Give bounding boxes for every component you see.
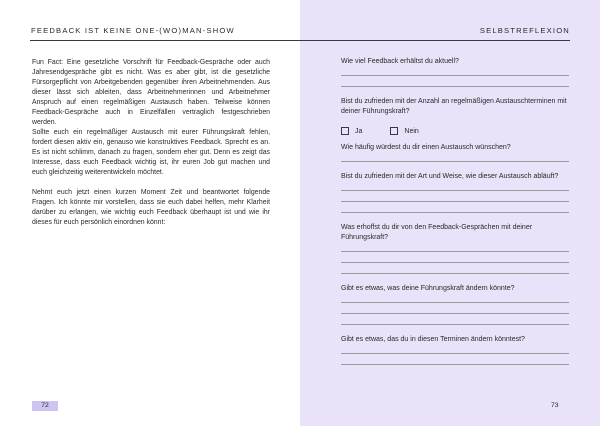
question-desired-frequency: Wie häufig würdest du dir einen Austausch wünschen? bbox=[341, 144, 511, 151]
paragraph-fun-fact: Fun Fact: Eine gesetzliche Vorschrift für Feedback-Gespräche oder auch Jahresendgespräche gibt es nicht. Was es aber gibt, ist die gesetzliche Fürsorgepflicht von Arbeitgebenden gegenüber ihren Arbeitnehmenden. Aus dieser lässt sich ableiten, dass Arbeitnehmerinnen und Arbeitnehmer Anspruch auf einen regelmäßigen Austausch haben. Teilweise können Feedback-Gespräche auch in Einzelfällen vertraglich festgeschrieben werden. bbox=[32, 59, 270, 126]
answer-line[interactable] bbox=[341, 161, 569, 162]
header-rule-left bbox=[30, 40, 300, 41]
body-text bbox=[32, 58, 270, 228]
answer-line[interactable] bbox=[341, 262, 569, 263]
answer-line[interactable] bbox=[341, 313, 569, 314]
option-yes[interactable] bbox=[341, 127, 362, 135]
yes-no-options bbox=[341, 126, 569, 136]
answer-line[interactable] bbox=[341, 273, 569, 274]
answer-line[interactable] bbox=[341, 201, 569, 202]
question-feedback-amount: Wie viel Feedback erhältst du aktuell? bbox=[341, 58, 459, 65]
answer-line[interactable] bbox=[341, 353, 569, 354]
header-rule-right bbox=[300, 40, 570, 41]
answer-line[interactable] bbox=[341, 302, 569, 303]
page-number-right: 73 bbox=[551, 402, 559, 409]
question-manager-changes: Gibt es etwas, was deine Führungskraft ändern könnte? bbox=[341, 285, 515, 292]
answer-line[interactable] bbox=[341, 212, 569, 213]
running-header-right: SELBSTREFLEXION bbox=[479, 26, 570, 35]
question-own-changes: Gibt es etwas, das du in diesen Terminen ändern könntest? bbox=[341, 336, 525, 343]
question-exchange-style: Bist du zufrieden mit der Art und Weise, wie dieser Austausch abläuft? bbox=[341, 173, 559, 180]
checkbox-no[interactable] bbox=[390, 127, 398, 135]
answer-line[interactable] bbox=[341, 364, 569, 365]
answer-line[interactable] bbox=[341, 324, 569, 325]
page-number-left: 72 bbox=[32, 401, 58, 411]
question-meeting-satisfaction: Bist du zufrieden mit der Anzahl an regelmäßigen Austauschterminen mit deiner Führungskraft? bbox=[341, 98, 567, 115]
answer-line[interactable] bbox=[341, 251, 569, 252]
option-yes-label: Ja bbox=[355, 127, 363, 135]
answer-line[interactable] bbox=[341, 86, 569, 87]
paragraph-questions-intro: Nehmt euch jetzt einen kurzen Moment Zeit und beantwortet folgende Fragen. Ich könnte mir vorstellen, dass sie euch dabei helfen, mehr Klarheit darüber zu erlangen, wie wichtig euch Feedback überhaupt ist und wie ihr dieses für euch persönlich einordnen könnt: bbox=[32, 189, 270, 226]
paragraph-exchange: Sollte euch ein regelmäßiger Austausch mit eurer Führungskraft fehlen, fordert diesen aktiv ein, genauso wie konstruktives Feedback. Sprecht es an. Es ist nicht schlimm, danach zu fragen, sondern eher gut. Denn es zeigt das Interesse, dass euch Feedback wichtig ist, ihr euren Job gut machen und euch gleichzeitig weiterentwickeln möchtet. bbox=[32, 129, 270, 176]
running-header-left: FEEDBACK IST KEINE ONE-(WO)MAN-SHOW bbox=[31, 26, 235, 35]
checkbox-yes[interactable] bbox=[341, 127, 349, 135]
question-list bbox=[341, 57, 569, 365]
option-no-label: Nein bbox=[404, 127, 419, 135]
question-expectations: Was erhoffst du dir von den Feedback-Gesprächen mit deiner Führungskraft? bbox=[341, 224, 533, 241]
answer-line[interactable] bbox=[341, 190, 569, 191]
answer-line[interactable] bbox=[341, 75, 569, 76]
option-no[interactable] bbox=[390, 127, 418, 135]
